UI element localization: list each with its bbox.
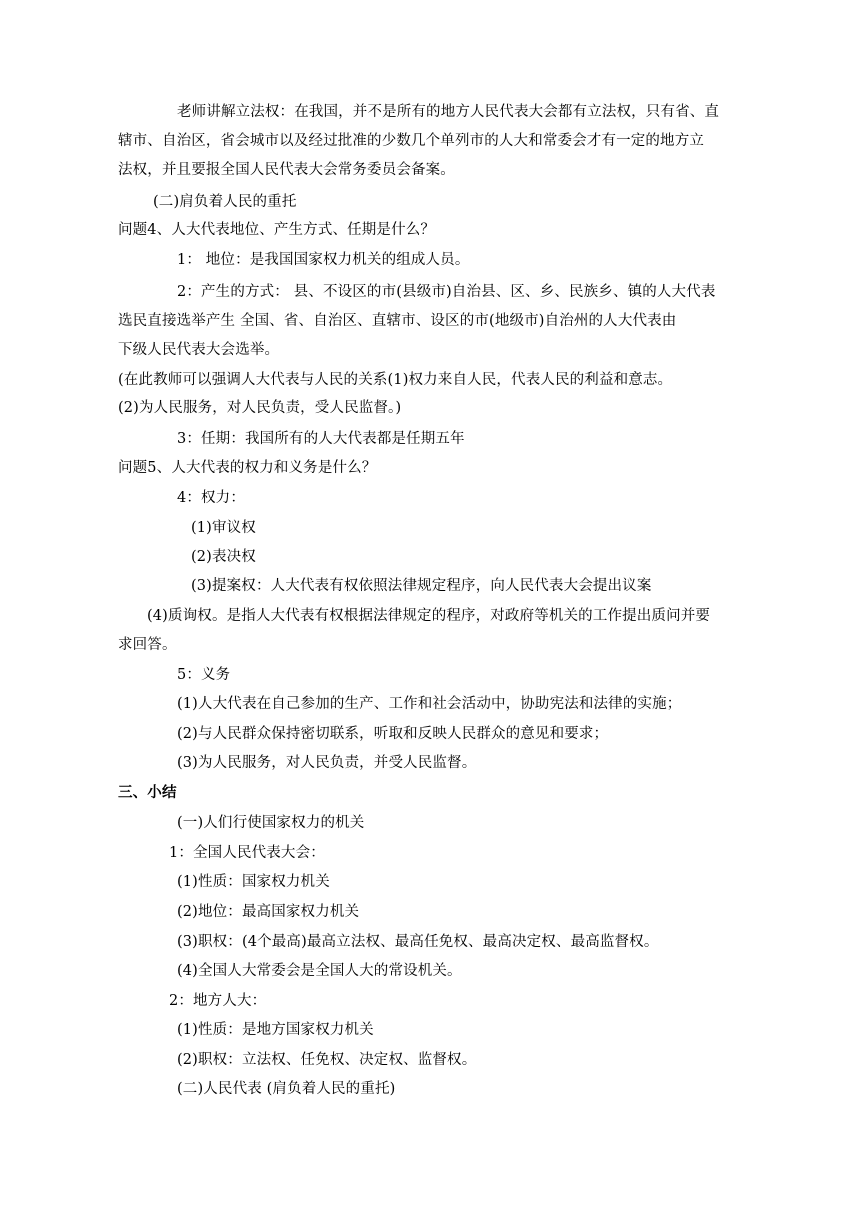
list-item: 1：全国人民代表大会： [169, 845, 325, 861]
paragraph-line: (4)质询权。是指人大代表有权根据法律规定的程序，对政府等机关的工作提出质问并要 [147, 608, 711, 624]
subsection-heading: (一)人们行使国家权力的机关 [177, 815, 365, 831]
paragraph-line: 法权，并且要报全国人民代表大会常务委员会备案。 [118, 162, 455, 178]
list-item: (4)全国人大常委会是全国人大的常设机关。 [177, 963, 462, 979]
question-heading: 问题4、人大代表地位、产生方式、任期是什么？ [118, 222, 436, 238]
paragraph-line: 选民直接选举产生 全国、省、自治区、直辖市、设区的市(地级市)自治州的人大代表由 [118, 313, 677, 329]
paragraph-line: 辖市、自治区，省会城市以及经过批准的少数几个单列市的人大和常委会才有一定的地方立 [118, 133, 704, 149]
paragraph-line: (2)为人民服务，对人民负责，受人民监督。) [118, 400, 402, 416]
list-item: (1)审议权 [191, 520, 256, 536]
paragraph-line: 下级人民代表大会选举。 [118, 342, 280, 358]
section-heading: (二)肩负着人民的重托 [153, 194, 297, 210]
paragraph-line: 求回答。 [118, 637, 177, 653]
paragraph-line: 老师讲解立法权：在我国，并不是所有的地方人民代表大会都有立法权，只有省、直 [177, 104, 720, 120]
list-item: (2)地位：最高国家权力机关 [177, 904, 360, 920]
list-item: (1)性质：是地方国家权力机关 [177, 1022, 374, 1038]
list-item: 2：地方人大： [169, 993, 267, 1009]
section-heading: 三、小结 [118, 784, 177, 801]
list-item: (2)表决权 [191, 549, 256, 565]
list-item: (3)提案权：人大代表有权依照法律规定程序，向人民代表大会提出议案 [191, 578, 652, 594]
list-item: (2)与人民群众保持密切联系，听取和反映人民群众的意见和要求； [177, 726, 609, 742]
list-item: (3)为人民服务，对人民负责，并受人民监督。 [177, 755, 477, 771]
paragraph-line: 2：产生的方式： 县、不设区的市(县级市)自治县、区、乡、民族乡、镇的人大代表 [177, 284, 716, 300]
list-item: 4：权力： [177, 490, 245, 506]
question-heading: 问题5、人大代表的权力和义务是什么？ [118, 460, 377, 476]
list-item: (3)职权：(4个最高)最高立法权、最高任免权、最高决定权、最高监督权。 [177, 934, 659, 950]
paragraph-line: (在此教师可以强调人大代表与人民的关系(1)权力来自人民，代表人民的利益和意志。 [118, 372, 673, 388]
list-item: 1： 地位：是我国国家权力机关的组成人员。 [177, 252, 470, 268]
list-item: 5：义务 [177, 667, 231, 683]
list-item: (1)人大代表在自己参加的生产、工作和社会活动中，协助宪法和法律的实施； [177, 696, 682, 712]
list-item: (2)职权：立法权、任免权、决定权、监督权。 [177, 1052, 477, 1068]
subsection-heading: (二)人民代表 (肩负着人民的重托) [177, 1081, 396, 1097]
list-item: (1)性质：国家权力机关 [177, 874, 330, 890]
list-item: 3：任期：我国所有的人大代表都是任期五年 [177, 431, 465, 447]
